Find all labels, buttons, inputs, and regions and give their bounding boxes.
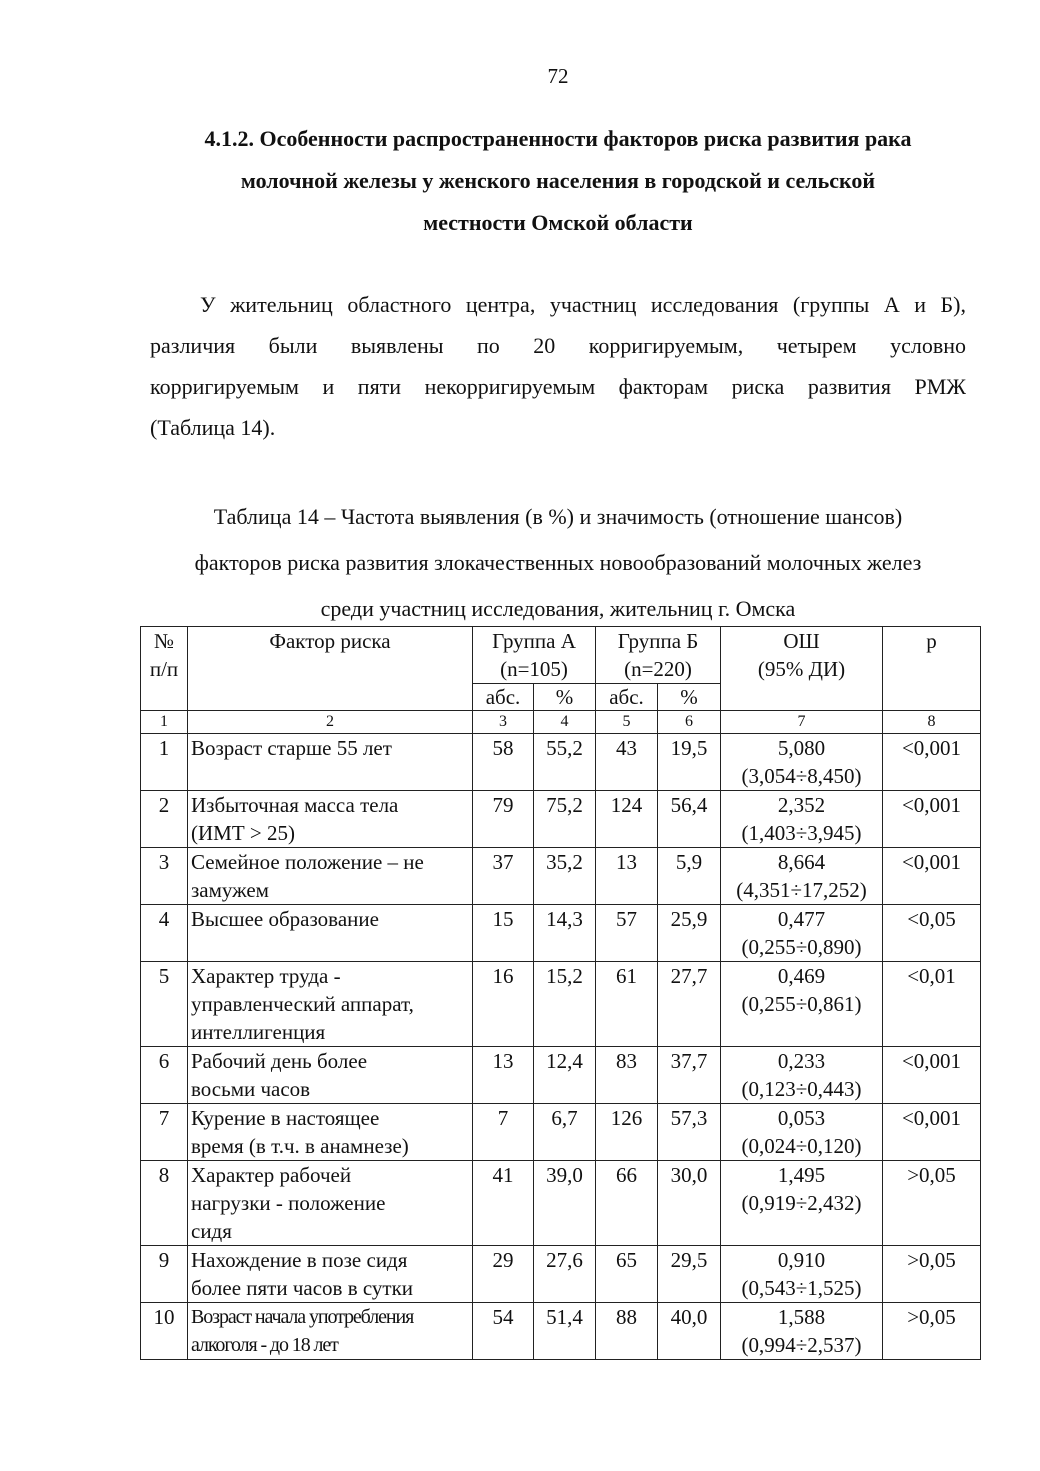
group-b-pct: 40,0 <box>658 1303 721 1360</box>
odds-ratio <box>721 1047 883 1104</box>
row-number: 4 <box>141 905 188 962</box>
group-a-pct: 15,2 <box>534 962 596 1047</box>
header-group-b-line1: Группа Б <box>617 629 699 653</box>
row-number: 8 <box>141 1161 188 1246</box>
column-number-row <box>141 711 981 734</box>
row-number: 6 <box>141 1047 188 1104</box>
risk-factor-line: время (в т.ч. в анамнезе) <box>191 1134 409 1158</box>
odds-ratio <box>721 734 883 791</box>
group-b-pct: 37,7 <box>658 1047 721 1104</box>
risk-factor-line: замужем <box>191 878 269 902</box>
p-value: >0,05 <box>883 1161 981 1246</box>
p-value: <0,001 <box>883 734 981 791</box>
odds-ratio <box>721 905 883 962</box>
risk-factor-line: Возраст старше 55 лет <box>191 736 392 760</box>
group-a-abs: 79 <box>473 791 534 848</box>
group-a-abs: 41 <box>473 1161 534 1246</box>
group-b-pct: 5,9 <box>658 848 721 905</box>
risk-factor <box>188 848 473 905</box>
odds-ratio <box>721 1161 883 1246</box>
odds-ratio-value: 5,080 <box>777 736 826 760</box>
risk-factor <box>188 1047 473 1104</box>
risk-factor-line: Рабочий день более <box>191 1049 368 1073</box>
group-b-pct: 19,5 <box>658 734 721 791</box>
group-a-pct: 55,2 <box>534 734 596 791</box>
table-row <box>141 1303 981 1360</box>
caption-line: среди участниц исследования, жительниц г. Омска <box>320 596 796 621</box>
group-a-pct: 75,2 <box>534 791 596 848</box>
heading-line: местности Омской области <box>423 210 693 235</box>
odds-ratio-value: 0,477 <box>777 907 826 931</box>
table-row <box>141 734 981 791</box>
paragraph-line: различия были выявлены по 20 корригируемым, четырем условно <box>150 333 966 358</box>
group-b-abs: 124 <box>596 791 658 848</box>
header-odds-ratio <box>721 627 883 711</box>
body-paragraph <box>150 284 966 448</box>
header-number-line1: № <box>153 629 175 653</box>
table-header <box>141 627 981 711</box>
group-a-abs: 16 <box>473 962 534 1047</box>
risk-factor <box>188 1246 473 1303</box>
group-b-abs: 43 <box>596 734 658 791</box>
column-number: 1 <box>141 711 188 734</box>
group-a-pct: 51,4 <box>534 1303 596 1360</box>
odds-ratio <box>721 791 883 848</box>
paragraph-line: (Таблица 14). <box>150 415 276 440</box>
risk-factor-line: алкоголя - до 18 лет <box>191 1334 338 1356</box>
risk-factor <box>188 1303 473 1360</box>
confidence-interval: (0,919÷2,432) <box>741 1191 862 1215</box>
group-b-abs: 66 <box>596 1161 658 1246</box>
header-group-b-line2: (n=220) <box>624 657 692 681</box>
column-number: 8 <box>883 711 981 734</box>
column-number: 7 <box>721 711 883 734</box>
confidence-interval: (4,351÷17,252) <box>736 878 867 902</box>
odds-ratio <box>721 1104 883 1161</box>
column-number: 5 <box>596 711 658 734</box>
odds-ratio-value: 1,588 <box>777 1305 826 1329</box>
risk-factor <box>188 905 473 962</box>
confidence-interval: (0,994÷2,537) <box>741 1333 862 1357</box>
p-value: <0,05 <box>883 905 981 962</box>
group-a-abs: 29 <box>473 1246 534 1303</box>
odds-ratio <box>721 1303 883 1360</box>
page-number: 72 <box>547 64 569 88</box>
heading-line: молочной железы у женского населения в городской и сельской <box>240 168 876 193</box>
group-b-abs: 126 <box>596 1104 658 1161</box>
group-a-pct: 6,7 <box>534 1104 596 1161</box>
header-or-line2: (95% ДИ) <box>757 657 846 681</box>
risk-factor-line: нагрузки - положение <box>191 1191 386 1215</box>
p-value: >0,05 <box>883 1246 981 1303</box>
risk-factor-line: Характер труда - <box>191 964 341 988</box>
table-row <box>141 1246 981 1303</box>
table-row <box>141 1161 981 1246</box>
column-number: 6 <box>658 711 721 734</box>
risk-factor-line: Возраст начала употребления <box>191 1306 414 1328</box>
risk-factor-line: Характер рабочей <box>191 1163 352 1187</box>
group-b-pct: 25,9 <box>658 905 721 962</box>
risk-factor-line: интеллигенция <box>191 1020 326 1044</box>
table-row <box>141 905 981 962</box>
odds-ratio <box>721 962 883 1047</box>
odds-ratio-value: 2,352 <box>777 793 826 817</box>
group-b-pct: 27,7 <box>658 962 721 1047</box>
header-or-line1: ОШ <box>783 629 820 653</box>
p-value: <0,001 <box>883 1047 981 1104</box>
table-row <box>141 1047 981 1104</box>
odds-ratio-value: 1,495 <box>777 1163 826 1187</box>
group-b-abs: 83 <box>596 1047 658 1104</box>
group-a-abs: 58 <box>473 734 534 791</box>
risk-factor <box>188 1161 473 1246</box>
group-b-pct: 56,4 <box>658 791 721 848</box>
group-a-abs: 54 <box>473 1303 534 1360</box>
paragraph-line: корригируемым и пяти некорригируемым факторам риска развития РМЖ <box>150 374 966 399</box>
group-a-abs: 15 <box>473 905 534 962</box>
p-value: <0,001 <box>883 848 981 905</box>
odds-ratio-value: 8,664 <box>777 850 826 874</box>
heading-line: 4.1.2. Особенности распространенности факторов риска развития рака <box>204 126 912 151</box>
row-number: 5 <box>141 962 188 1047</box>
risk-factor-line: Семейное положение – не <box>191 850 424 874</box>
table-row <box>141 848 981 905</box>
row-number: 7 <box>141 1104 188 1161</box>
risk-factor <box>188 1104 473 1161</box>
table-caption <box>140 494 976 632</box>
risk-factors-table <box>140 626 981 1360</box>
header-group-a-line1: Группа А <box>492 629 576 653</box>
p-value: <0,001 <box>883 791 981 848</box>
group-b-pct: 30,0 <box>658 1161 721 1246</box>
header-group-b <box>596 627 721 684</box>
confidence-interval: (0,255÷0,890) <box>741 935 862 959</box>
table-body <box>141 734 981 1360</box>
table-row <box>141 1104 981 1161</box>
risk-factor-line: сидя <box>191 1219 232 1243</box>
odds-ratio-value: 0,233 <box>777 1049 826 1073</box>
risk-factor-line: более пяти часов в сутки <box>191 1276 414 1300</box>
header-group-a <box>473 627 596 684</box>
section-heading <box>150 118 966 244</box>
group-a-pct: 27,6 <box>534 1246 596 1303</box>
caption-line: Таблица 14 – Частота выявления (в %) и значимость (отношение шансов) <box>213 504 903 529</box>
caption-line: факторов риска развития злокачественных новообразований молочных желез <box>194 550 922 575</box>
row-number: 9 <box>141 1246 188 1303</box>
group-b-pct: 29,5 <box>658 1246 721 1303</box>
table-row <box>141 962 981 1047</box>
confidence-interval: (3,054÷8,450) <box>741 764 862 788</box>
confidence-interval: (0,543÷1,525) <box>741 1276 862 1300</box>
risk-factor-line: Нахождение в позе сидя <box>191 1248 408 1272</box>
odds-ratio-value: 0,469 <box>777 964 826 988</box>
risk-factor <box>188 962 473 1047</box>
column-number: 3 <box>473 711 534 734</box>
p-value: >0,05 <box>883 1303 981 1360</box>
odds-ratio <box>721 848 883 905</box>
confidence-interval: (1,403÷3,945) <box>741 821 862 845</box>
p-value: <0,01 <box>883 962 981 1047</box>
header-b-abs: абс. <box>596 684 658 711</box>
group-a-abs: 37 <box>473 848 534 905</box>
group-a-pct: 39,0 <box>534 1161 596 1246</box>
group-a-abs: 7 <box>473 1104 534 1161</box>
group-b-pct: 57,3 <box>658 1104 721 1161</box>
risk-factor-line: Избыточная масса тела <box>191 793 399 817</box>
column-number: 2 <box>188 711 473 734</box>
header-factor: Фактор риска <box>188 627 473 711</box>
header-b-pct: % <box>658 684 721 711</box>
paragraph-line: У жительниц областного центра, участниц исследования (группы А и Б), <box>200 292 966 317</box>
group-b-abs: 57 <box>596 905 658 962</box>
header-a-abs: абс. <box>473 684 534 711</box>
odds-ratio <box>721 1246 883 1303</box>
header-number <box>141 627 188 711</box>
risk-factor-line: (ИМТ > 25) <box>191 821 295 845</box>
group-a-pct: 35,2 <box>534 848 596 905</box>
odds-ratio-value: 0,910 <box>777 1248 826 1272</box>
confidence-interval: (0,024÷0,120) <box>741 1134 862 1158</box>
row-number: 10 <box>141 1303 188 1360</box>
header-a-pct: % <box>534 684 596 711</box>
row-number: 1 <box>141 734 188 791</box>
column-number: 4 <box>534 711 596 734</box>
group-a-pct: 14,3 <box>534 905 596 962</box>
header-number-line2: п/п <box>149 657 179 681</box>
group-b-abs: 13 <box>596 848 658 905</box>
table-row <box>141 791 981 848</box>
group-a-pct: 12,4 <box>534 1047 596 1104</box>
p-value: <0,001 <box>883 1104 981 1161</box>
risk-factor-line: Высшее образование <box>191 907 379 931</box>
odds-ratio-value: 0,053 <box>777 1106 826 1130</box>
row-number: 2 <box>141 791 188 848</box>
row-number: 3 <box>141 848 188 905</box>
group-b-abs: 88 <box>596 1303 658 1360</box>
group-b-abs: 61 <box>596 962 658 1047</box>
header-p-value: p <box>883 627 981 711</box>
risk-factor-line: восьми часов <box>191 1077 311 1101</box>
risk-factor <box>188 791 473 848</box>
risk-factor <box>188 734 473 791</box>
confidence-interval: (0,255÷0,861) <box>741 992 862 1016</box>
risk-factor-line: управленческий аппарат, <box>191 992 414 1016</box>
group-b-abs: 65 <box>596 1246 658 1303</box>
group-a-abs: 13 <box>473 1047 534 1104</box>
header-group-a-line2: (n=105) <box>500 657 568 681</box>
risk-factor-line: Курение в настоящее <box>191 1106 380 1130</box>
confidence-interval: (0,123÷0,443) <box>741 1077 862 1101</box>
